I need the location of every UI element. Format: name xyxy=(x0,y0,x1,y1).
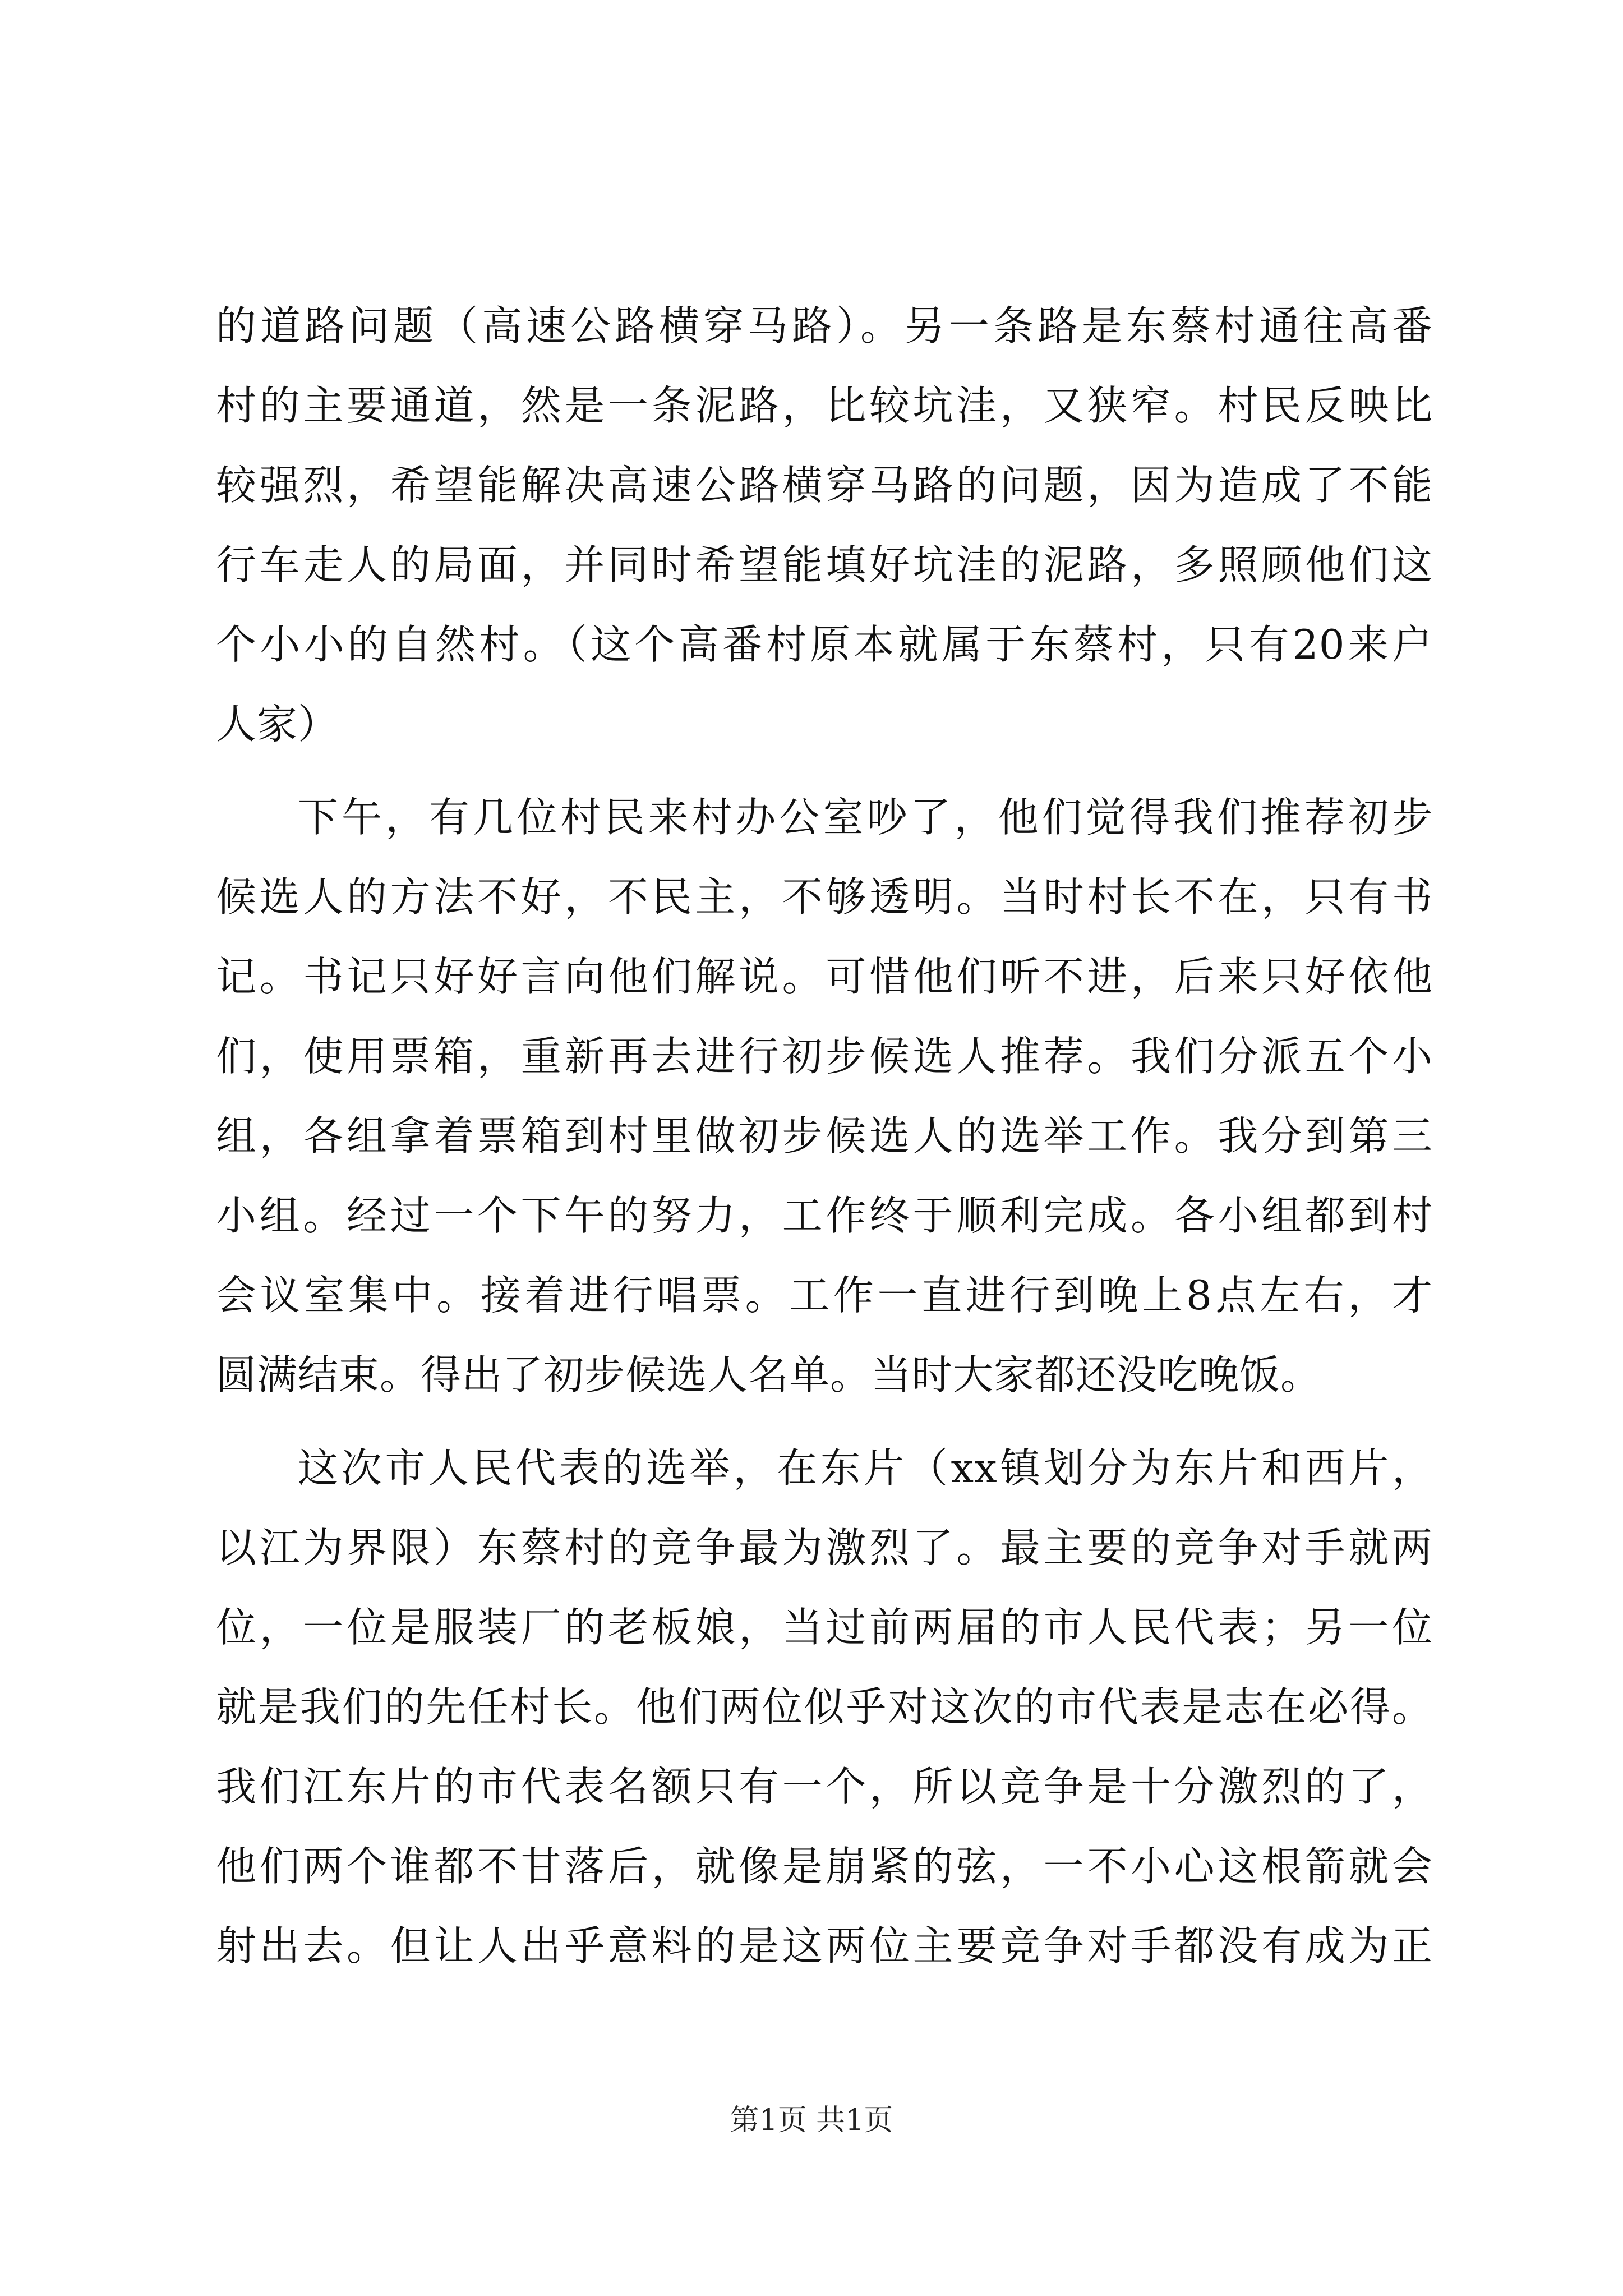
text-line: 组，各组拿着票箱到村里做初步候选人的选举工作。我分到第三 xyxy=(216,1112,1433,1159)
paragraph-gap xyxy=(216,764,1433,777)
text-line: 他们两个谁都不甘落后，就像是崩紧的弦，一不小心这根箭就会 xyxy=(216,1843,1433,1890)
text-line: 记。书记只好好言向他们解说。可惜他们听不进，后来只好依他 xyxy=(216,953,1433,1000)
text-line: 下午，有几位村民来村办公室吵了，他们觉得我们推荐初步 xyxy=(298,794,1433,841)
text-line: 射出去。但让人出乎意料的是这两位主要竞争对手都没有成为正 xyxy=(216,1922,1433,1970)
text-line: 较强烈，希望能解决高速公路横穿马路的问题，因为造成了不能 xyxy=(216,462,1433,509)
text-line: 位，一位是服装厂的老板娘，当过前两届的市人民代表；另一位 xyxy=(216,1604,1433,1651)
text-line: 就是我们的先任村长。他们两位似乎对这次的市代表是志在必得。 xyxy=(216,1683,1433,1731)
paragraph-2 xyxy=(216,777,1433,1415)
text-line: 村的主要通道，然是一条泥路，比较坑洼，又狭窄。村民反映比 xyxy=(216,382,1433,429)
page-footer: 第1页 共1页 xyxy=(730,2104,893,2137)
text-line: 以江为界限）东蔡村的竞争最为激烈了。最主要的竞争对手就两 xyxy=(216,1524,1433,1571)
text-line: 人家） xyxy=(216,701,339,748)
text-line: 候选人的方法不好，不民主，不够透明。当时村长不在，只有书 xyxy=(216,873,1433,921)
text-line: 我们江东片的市代表名额只有一个，所以竞争是十分激烈的了， xyxy=(216,1763,1433,1810)
text-line: 行车走人的局面，并同时希望能填好坑洼的泥路，多照顾他们这 xyxy=(216,541,1433,588)
paragraph-gap xyxy=(216,1415,1433,1428)
text-line: 的道路问题（高速公路横穿马路）。另一条路是东蔡村通往高番 xyxy=(216,302,1433,349)
text-line: 小组。经过一个下午的努力，工作终于顺利完成。各小组都到村 xyxy=(216,1192,1433,1239)
paragraph-1 xyxy=(216,286,1433,764)
text-line: 个小小的自然村。（这个高番村原本就属于东蔡村，只有20来户 xyxy=(216,621,1433,668)
document-body xyxy=(216,286,1433,1986)
text-line: 们，使用票箱，重新再去进行初步候选人推荐。我们分派五个小 xyxy=(216,1033,1433,1080)
paragraph-3 xyxy=(216,1428,1433,1986)
text-line: 这次市人民代表的选举，在东片（xx镇划分为东片和西片， xyxy=(298,1444,1433,1492)
text-line: 圆满结束。得出了初步候选人名单。当时大家都还没吃晚饭。 xyxy=(216,1351,1322,1398)
text-line: 会议室集中。接着进行唱票。工作一直进行到晚上8点左右，才 xyxy=(216,1272,1433,1319)
